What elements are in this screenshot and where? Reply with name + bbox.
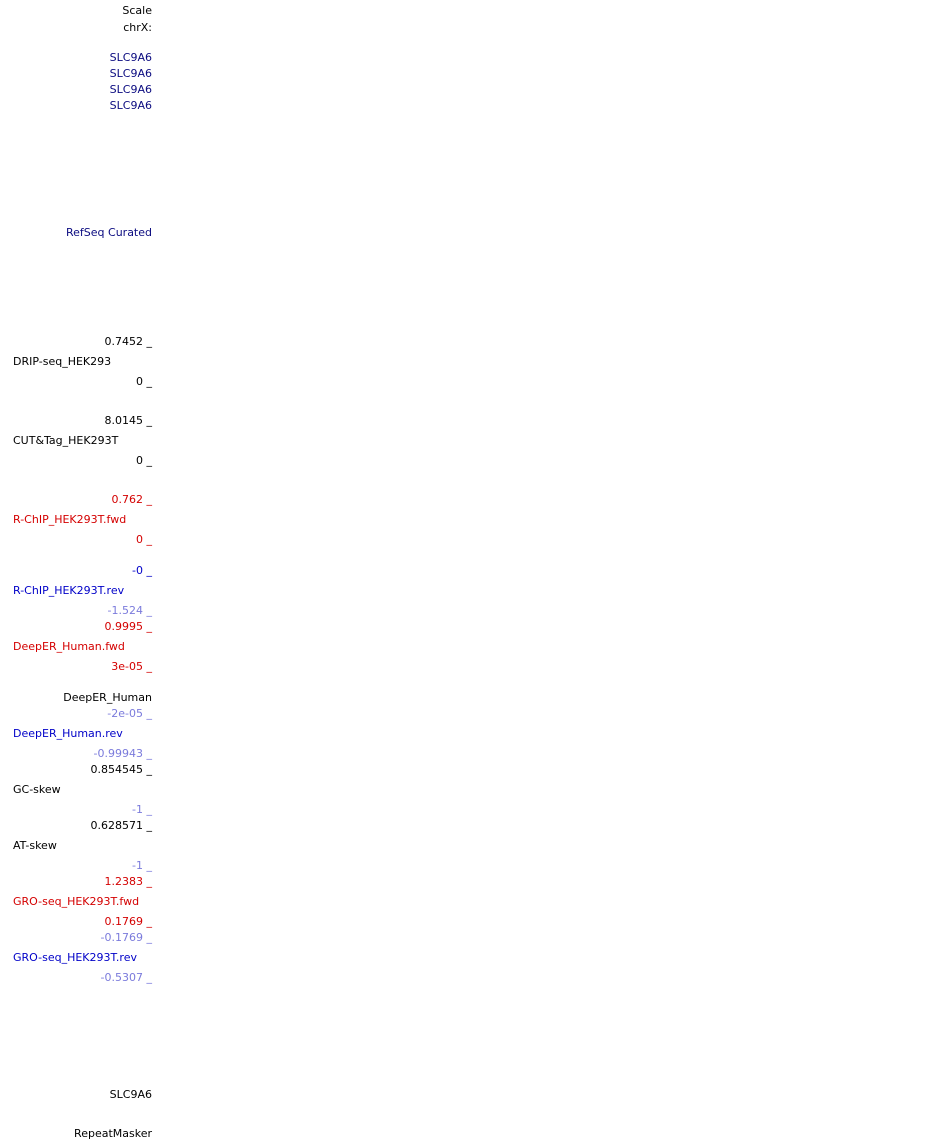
- rchip-fwd-min-label: 0 _: [136, 533, 152, 546]
- rchip-rev-track-name[interactable]: R-ChIP_HEK293T.rev: [13, 584, 125, 597]
- at-skew-max-label: 0.628571 _: [90, 819, 152, 832]
- rchip-fwd-track-name[interactable]: R-ChIP_HEK293T.fwd: [13, 513, 127, 526]
- refseq-track-label[interactable]: RefSeq Curated: [66, 226, 152, 239]
- at-skew-track-name[interactable]: AT-skew: [13, 839, 57, 852]
- rchip-rev-min-label: -1.524 _: [107, 604, 152, 617]
- gc-skew-track-name[interactable]: GC-skew: [13, 783, 61, 796]
- gro-rev-max-label: -0.1769 _: [100, 931, 152, 944]
- gene-label-3[interactable]: SLC9A6: [109, 83, 152, 96]
- deeper-fwd-min-label: 3e-05 _: [111, 660, 152, 673]
- deeper-rev-track-name[interactable]: DeepER_Human.rev: [13, 727, 123, 740]
- deeper-rev-max-label: -2e-05 _: [107, 707, 152, 720]
- repeatmasker-track-label[interactable]: RepeatMasker: [74, 1127, 152, 1140]
- at-skew-min-label: -1 _: [132, 859, 152, 872]
- drip-max-label: 0.7452 _: [104, 335, 152, 348]
- gc-skew-min-label: -1 _: [132, 803, 152, 816]
- scale-label: Scale: [122, 4, 152, 17]
- gro-rev-track-name[interactable]: GRO-seq_HEK293T.rev: [13, 951, 137, 964]
- gro-fwd-track-name[interactable]: GRO-seq_HEK293T.fwd: [13, 895, 140, 908]
- deeper-fwd-max-label: 0.9995 _: [104, 620, 152, 633]
- cuttag-min-label: 0 _: [136, 454, 152, 467]
- chromosome-label: chrX:: [123, 21, 152, 34]
- deeper-rev-min-label: -0.99943 _: [93, 747, 152, 760]
- gro-fwd-max-label: 1.2383 _: [104, 875, 152, 888]
- rchip-fwd-max-label: 0.762 _: [111, 493, 152, 506]
- cuttag-track-name[interactable]: CUT&Tag_HEK293T: [13, 434, 119, 447]
- cuttag-max-label: 8.0145 _: [104, 414, 152, 427]
- gro-rev-min-label: -0.5307 _: [100, 971, 152, 984]
- drip-min-label: 0 _: [136, 375, 152, 388]
- gene-label-1[interactable]: SLC9A6: [109, 51, 152, 64]
- drip-track-name[interactable]: DRIP-seq_HEK293: [13, 355, 112, 368]
- deeper-fwd-track-name[interactable]: DeepER_Human.fwd: [13, 640, 125, 653]
- gc-skew-max-label: 0.854545 _: [90, 763, 152, 776]
- gro-fwd-min-label: 0.1769 _: [104, 915, 152, 928]
- gene-label-2[interactable]: SLC9A6: [109, 67, 152, 80]
- gene-label-4[interactable]: SLC9A6: [109, 99, 152, 112]
- deeper-group-label[interactable]: DeepER_Human: [63, 691, 152, 704]
- bottom-gene-label[interactable]: SLC9A6: [109, 1088, 152, 1101]
- rchip-rev-max-label: -0 _: [132, 564, 152, 577]
